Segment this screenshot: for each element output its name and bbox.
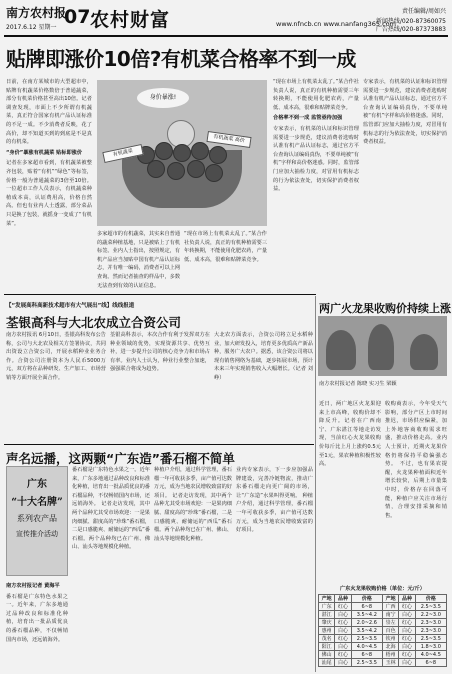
- table-cell: 白心: [335, 643, 351, 651]
- table-cell: 2.3~3.0: [415, 627, 446, 635]
- table-cell: 2.0~2.6: [351, 619, 382, 627]
- person-figure: [410, 334, 438, 370]
- story2-headline[interactable]: 荃银高科与大北农成立合资公司: [6, 315, 182, 330]
- table-cell: 汕尾: [319, 659, 335, 667]
- story4-col3: [154, 466, 232, 670]
- table-cell: 红心: [399, 619, 415, 627]
- table-cell: 南宁: [382, 611, 398, 619]
- story3-headline[interactable]: 两广火龙果收购价持续上涨: [319, 302, 451, 315]
- header-cell: 品种: [399, 595, 415, 603]
- divider: [4, 294, 316, 295]
- header-cell: 产地: [382, 595, 398, 603]
- story4-text-1b: 番石榴是广东特色水果之一。近年来，广东多地通过品种改良和标准化种植，培育出一批品质优良的番石榴品种，不仅畅销国内市场，还远销海外。: [72, 467, 150, 508]
- story3-text-1: 近日，两广地区火龙果迎来上市高峰，收购价却不降反升。记者在广西南宁、广东湛江等地走访发现，当前红心火龙果收购价每斤比上月上涨约0.5元至1元，果农种植积极性较高。: [319, 401, 381, 468]
- vegetable-icon: [167, 162, 185, 180]
- table-cell: 3.5~4.2: [351, 627, 382, 635]
- website-link[interactable]: www.nfncb.cn www.nanfang365.com: [276, 20, 396, 28]
- vegetable-icon: [155, 142, 173, 160]
- story2-col1: [6, 331, 106, 441]
- ad-line-2: “十大名牌”: [11, 497, 63, 508]
- lead-text-4: “现在市场上有机菜太乱了。”某合作社负责人说，真正的有机种植需要三年转换期，不能使用化肥农药，产量低、成本高，很难和贴牌菜竞争。: [273, 79, 359, 111]
- header-cell: 价格: [351, 595, 382, 603]
- ad-hotline: 广告热线/020-87373883: [375, 26, 446, 33]
- story3-text-3: 不过，也有果农提醒，火龙果种植面积近年增长较快，后期上市量集中时，价格存在回落可能，种植户应关注市场行情，合理安排采摘和销售。: [385, 461, 447, 519]
- story3-caption: [319, 380, 447, 398]
- table-row: [319, 635, 447, 643]
- story2-text-2: 荃银高科表示，本次合作有利于发挥双方在种业领域的优势，实现资源共享、优势互补，进一步提升公司的核心竞争力和市场占有率。业内人士认为，种业行业整合加速，强强联合将成为趋势。: [110, 332, 210, 373]
- story2-kicker: 【“发展高科高新技术超市有大气展出”线】线线报道: [6, 303, 135, 309]
- column-divider: [315, 296, 316, 672]
- table-row: [319, 659, 447, 667]
- table-cell: 红心: [399, 603, 415, 611]
- table-cell: 1.8~3.0: [415, 643, 446, 651]
- person-figure: [326, 330, 356, 370]
- story4-text-3: 种植户介绍，通过科学管理，番石榴一年可收获多季，亩产值可达数万元，成为当地农民增收致富的好项目。: [154, 467, 232, 499]
- vegetable-icon: [187, 160, 205, 178]
- table-row: [319, 643, 447, 651]
- price-table-header: [319, 595, 447, 603]
- table-cell: 白心: [399, 627, 415, 635]
- table-cell: 阳江: [319, 643, 335, 651]
- story3-text-2: 收购商表示，今年受天气影响，部分产区上市时间推迟，市场供应偏紧，加上外地客商收购需求旺盛，推动价格走高。业内人士预计，近期火龙果价格仍将保持平稳偏强态势。: [385, 401, 447, 468]
- issue-date: 2017.6.12 星期一: [6, 24, 57, 31]
- price-table: [318, 594, 447, 667]
- table-cell: 湛江: [319, 611, 335, 619]
- page-number: 07: [64, 6, 91, 28]
- table-cell: 2.5~3.5: [351, 659, 382, 667]
- table-cell: 肇庆: [319, 619, 335, 627]
- vegetable-icon: [173, 144, 191, 162]
- story3-col2: [385, 400, 447, 582]
- table-cell: 红心: [399, 651, 415, 659]
- story2-col3: [214, 331, 313, 441]
- lead-article-col3: [184, 230, 267, 288]
- lead-article-col1: [6, 78, 92, 288]
- table-row: [319, 619, 447, 627]
- table-cell: 6~8: [415, 659, 446, 667]
- story2-text-1: 南方农村报讯 6月10日，荃银高科发布公告称，公司与大北农及相关方签署协议，共同出资设立合资公司，开展水稻种业业务合作。合资公司注册资本为人民币5000万元，双方将在品种研发、生产加工、市场营销等方面开展全面合作。: [6, 332, 106, 381]
- table-row: [319, 627, 447, 635]
- lead-text-5: 专家表示，有机菜的认证和标识管理需要进一步规范，建议消费者选购时认准有机产品认证标志，通过官方平台查询认证编码真伪，不要单纯被“有机”字样和高价格迷惑。同时，监管部门应加大抽检力度，对冒用有机标志的行为依法查处，切实保护消费者权益。: [363, 79, 447, 146]
- table-cell: 惠州: [319, 627, 335, 635]
- lead-subhead-2: 合格率不到一成 监管亟待加强: [273, 115, 343, 122]
- story4-byline: 南方农村报记者 黄海平: [6, 583, 60, 589]
- story4-text-4b: 种植户介绍，通过科学管理，番石榴一年可收获多季，亩产值可达数万元，成为当地农民增收致富的好项目。: [236, 492, 313, 534]
- story4-text-4: 业内专家表示，下一步应加强品牌建设，完善冷链物流，推动广东番石榴走向更广阔的市场，让“广东造”水果叫得更响。: [236, 467, 313, 499]
- lead-subhead-1: “身价”暴涨有机蔬菜 贴标即涨价: [6, 149, 83, 156]
- lead-headline[interactable]: 贴牌即涨价10倍?有机菜合格率不到一成: [6, 47, 356, 71]
- promo-ad[interactable]: [6, 466, 68, 576]
- lead-article-col5: [363, 78, 447, 288]
- ad-line-3: 系列农产品: [17, 514, 57, 523]
- masthead: [0, 0, 452, 40]
- table-cell: 白心: [335, 659, 351, 667]
- table-row: [319, 603, 447, 611]
- table-cell: 白心: [399, 611, 415, 619]
- table-cell: 4.0~4.5: [351, 643, 382, 651]
- masthead-rule: [4, 35, 448, 37]
- vegetable-icon: [209, 146, 227, 164]
- story3-col1: [319, 400, 381, 582]
- table-cell: 北海: [382, 643, 398, 651]
- person-figure: [368, 324, 394, 370]
- ad-line-4: 宣传推介活动: [16, 530, 58, 538]
- table-row: [319, 651, 447, 659]
- lead-article-col2: [97, 230, 180, 288]
- table-cell: 红心: [399, 635, 415, 643]
- story2-col2: [110, 331, 210, 441]
- story4-col1: [6, 580, 68, 670]
- harvest-photo: [318, 316, 447, 376]
- lead-text-1b: 记者在多家超市看到，有机蔬菜被整齐包装，贴着“有机”“绿色”等标签，价格一般为普通蔬菜的3倍至10倍。一位超市工作人员表示，有机蔬菜种植成本高，认证费用高，价格自然高。但也有业内人士透露，部分菜品只是换了包装，就摇身一变成了“有机菜”。: [6, 160, 92, 227]
- lead-text-4b: 专家表示，有机菜的认证和标识管理需要进一步规范，建议消费者选购时认准有机产品认证标志，通过官方平台查询认证编码真伪，不要单纯被“有机”字样和高价格迷惑。同时，监管部门应加大抽检力度，对冒用有机标志的行为依法查处，切实保护消费者权益。: [273, 125, 359, 193]
- lead-text-3b: “现在市场上有机菜太乱了。”某合作社负责人说，真正的有机种植需要三年转换期，不能使用化肥农药，产量低、成本高，很难和贴牌菜竞争。: [184, 231, 267, 263]
- ad-line-1: 广东: [27, 479, 47, 490]
- table-cell: 红心: [335, 603, 351, 611]
- table-cell: 2.5~3.5: [415, 603, 446, 611]
- story4-col2: [72, 466, 150, 670]
- story4-text-1: 番石榴是广东特色水果之一。近年来，广东多地通过品种改良和标准化种植，培育出一批品质优良的番石榴品种，不仅畅销国内市场，还远销海外。: [6, 593, 68, 643]
- editor-credit: 责任编辑/周如兴: [401, 8, 446, 15]
- price-table-title: 广东火龙果收购价格（单位：元/斤）: [340, 586, 425, 592]
- table-cell: 百色: [382, 627, 398, 635]
- divider: [4, 444, 314, 445]
- table-cell: 2.3~3.0: [415, 619, 446, 627]
- vegetable-icon: [147, 160, 165, 178]
- table-cell: 白心: [335, 611, 351, 619]
- organic-tag-right: 有机蔬菜 高价: [206, 131, 251, 148]
- table-cell: 6~8: [351, 651, 382, 659]
- table-cell: 广东: [319, 603, 335, 611]
- story4-text-2: 记者走访发现，其中两个品种尤其受市场欢迎：一是果肉细腻、甜度高的“珍珠”番石榴，二是口感脆爽、耐储运的“西瓜”番石榴。两个品种均已在广州、佛山、汕头等地规模化种植。: [72, 501, 150, 551]
- table-cell: 2.5~3.5: [351, 635, 382, 643]
- header-cell: 价格: [415, 595, 446, 603]
- table-cell: 佛山: [319, 651, 335, 659]
- table-cell: 钦州: [382, 635, 398, 643]
- story4-headline[interactable]: 声名远播，这两颗“广东造”番石榴不简单: [6, 451, 235, 466]
- section-title: 农村财富: [90, 9, 171, 31]
- table-cell: 白心: [399, 659, 415, 667]
- table-cell: 2.5~3.5: [415, 635, 446, 643]
- table-cell: 3.5~4.2: [351, 611, 382, 619]
- vegetable-illustration: [97, 80, 267, 226]
- price-table-body: [319, 603, 447, 667]
- table-cell: 白心: [335, 627, 351, 635]
- story4-col4: [236, 466, 313, 670]
- story4-text-3b: 记者走访发现，其中两个品种尤其受市场欢迎：一是果肉细腻、甜度高的“珍珠”番石榴，二是口感脆爽、耐储运的“西瓜”番石榴。两个品种均已在广州、佛山、汕头等地规模化种植。: [154, 492, 232, 542]
- table-cell: 玉林: [382, 659, 398, 667]
- table-row: [319, 611, 447, 619]
- lead-text-1: 日前，在南方某城市的大型超市中，贴牌有机蔬菜价格数倍于普通蔬菜，部分有机菜价格甚至高出10倍。记者调查发现，市面上不少所谓有机蔬菜，真正符合国家有机产品认证标准的不足一成。不少消费者反映，花了高价，却不知道买到的到底是不是真的有机菜。: [6, 79, 92, 146]
- table-cell: 2.2~3.0: [415, 611, 446, 619]
- vegetable-icon: [191, 142, 209, 160]
- news-hotline: 新闻热线/020-87360075: [375, 18, 446, 25]
- table-cell: 梧州: [382, 651, 398, 659]
- paper-name: 南方农村报: [6, 6, 67, 20]
- vegetable-icon: [205, 164, 223, 182]
- table-cell: 广西: [382, 603, 398, 611]
- table-cell: 崇左: [382, 619, 398, 627]
- table-cell: 红心: [335, 635, 351, 643]
- table-cell: 4.0~4.5: [415, 651, 446, 659]
- table-cell: 红心: [335, 619, 351, 627]
- table-cell: 茂名: [319, 635, 335, 643]
- lead-article-col4: [273, 78, 359, 288]
- table-cell: 白心: [399, 643, 415, 651]
- header-cell: 品种: [335, 595, 351, 603]
- table-cell: 红心: [335, 651, 351, 659]
- organic-tag-left: 有机蔬菜: [102, 144, 143, 163]
- header-cell: 产地: [319, 595, 335, 603]
- story3-byline: 南方农村报记者 陈晓 实习生 梁颖: [319, 381, 397, 387]
- story2-text-3: 大北农方面表示，合资公司将立足水稻种业，加大研发投入，培育更多优质高产新品种，服务广大农户。据悉，该合资公司将以现有销售网络为基础，逐步拓展市场，预计未来三年实现销售收入大幅增长。（记者 刘峥）: [214, 332, 313, 381]
- hotline-info: [376, 18, 446, 34]
- table-cell: 6~8: [351, 603, 382, 611]
- price-bubble: 身价暴涨!: [137, 88, 189, 108]
- lead-text-3: 多家超市的有机蔬菜，其实来自普通的蔬菜种植基地，只是被贴上了有机标签。业内人士指出，按照规定，有机产品应当加贴中国有机产品认证标志，并有唯一编码，消费者可以上网查询。然而记者抽查的样品中，多数无法查到有效的认证信息。: [97, 231, 180, 288]
